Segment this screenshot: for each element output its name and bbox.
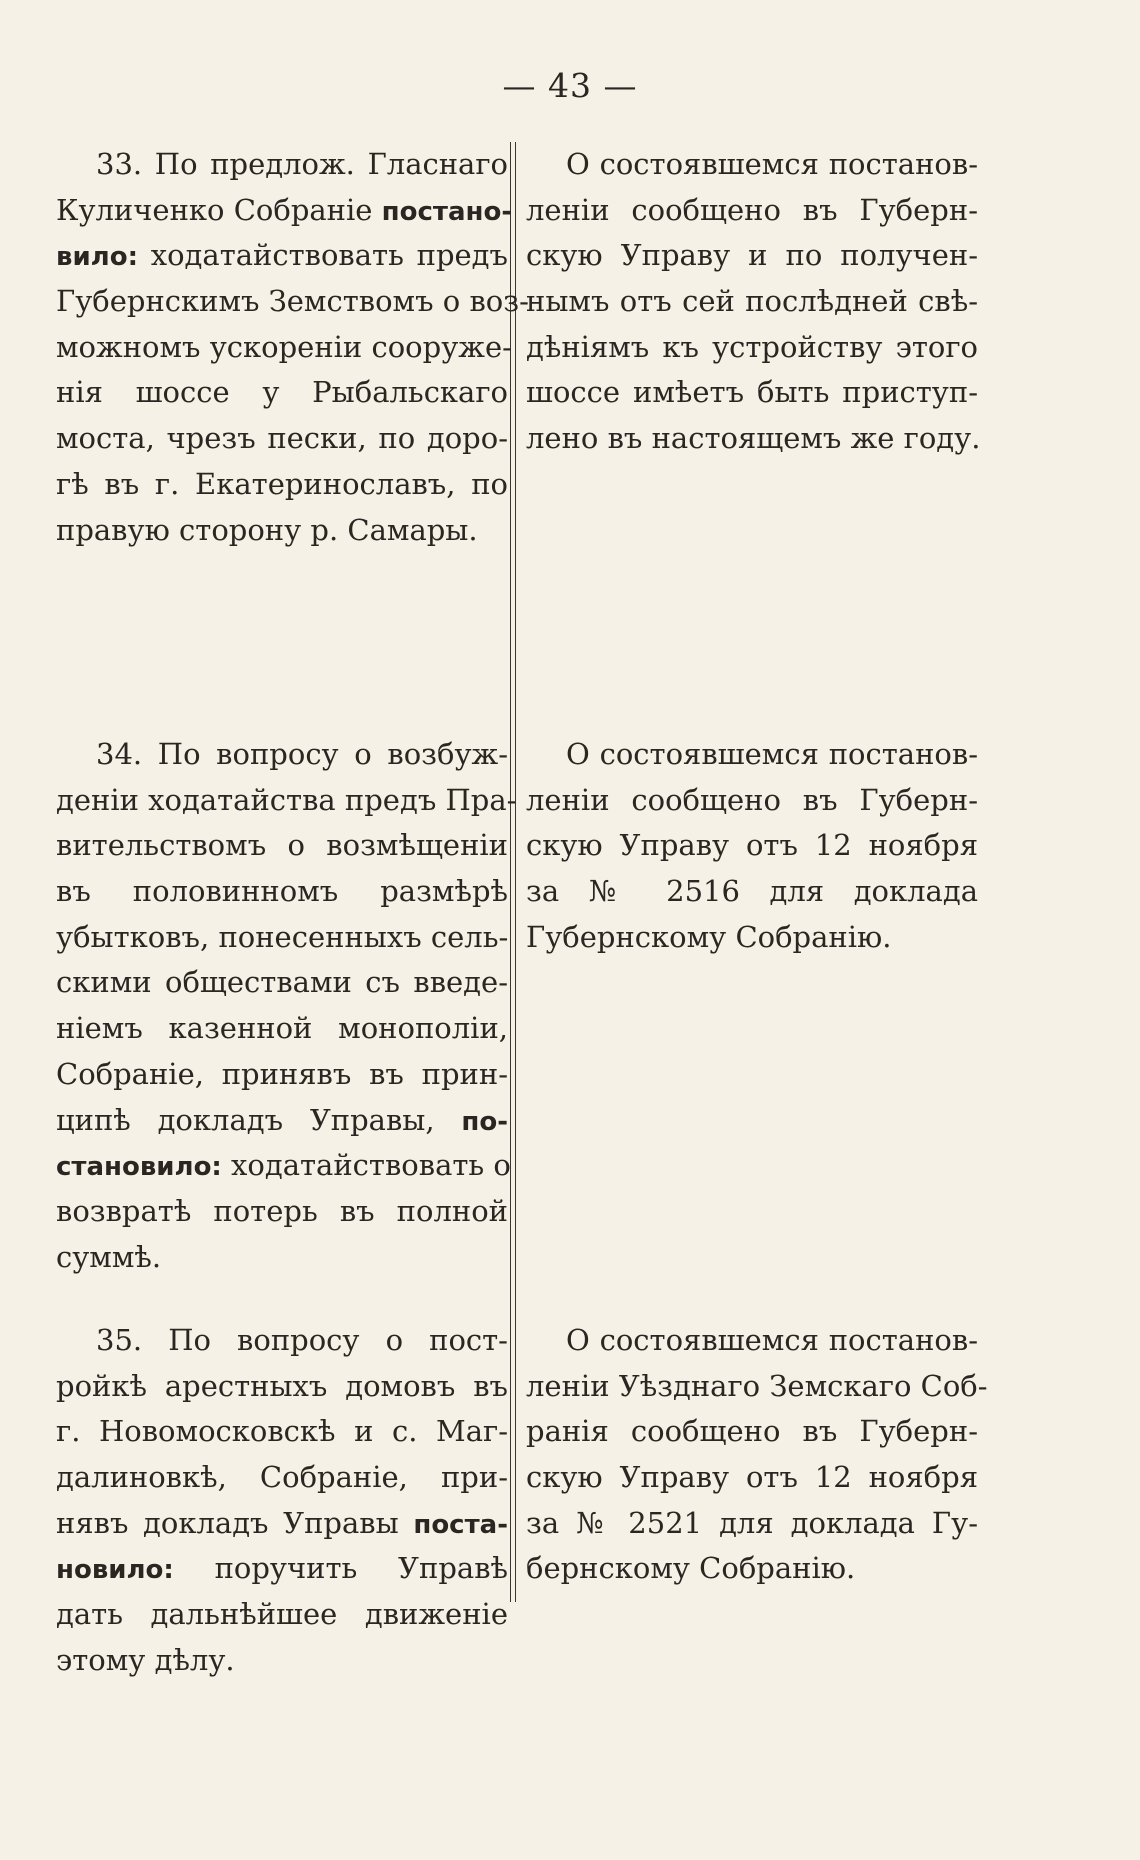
text-line: Губернскимъ Земствомъ о воз- bbox=[56, 284, 529, 319]
outcome-note-35 bbox=[526, 1318, 988, 1592]
resolution-keyword: становило: bbox=[56, 1152, 222, 1183]
text-line: скую Управу отъ 12 ноября bbox=[526, 1460, 978, 1495]
text-line: за № 2516 для доклада bbox=[526, 874, 978, 909]
text-line: дѣніямъ къ устройству этого bbox=[526, 329, 978, 364]
text-line: ципѣ докладъ Управы, по- bbox=[56, 1102, 508, 1137]
text-line: леніи Уѣзднаго Земскаго Соб- bbox=[526, 1368, 988, 1403]
resolution-entry-33 bbox=[56, 142, 529, 553]
text-line: правую сторону р. Самары. bbox=[56, 512, 478, 547]
text-line: скую Управу отъ 12 ноября bbox=[526, 828, 978, 863]
text-line: 33. По предлож. Гласнаго bbox=[96, 147, 508, 181]
text-line: новило: поручить Управѣ bbox=[56, 1551, 509, 1586]
resolution-entry-34 bbox=[56, 732, 517, 1280]
text-line: далиновкѣ, Собраніе, при- bbox=[56, 1460, 508, 1495]
text-line: нія шоссе у Рыбальскаго bbox=[56, 375, 508, 410]
resolution-keyword: по- bbox=[461, 1106, 508, 1137]
text-line: дать дальнѣйшее движеніе bbox=[56, 1597, 508, 1632]
text-line: лено въ настоящемъ же году. bbox=[526, 421, 981, 456]
resolution-keyword: постано- bbox=[381, 196, 513, 227]
resolution-keyword: поста- bbox=[413, 1509, 509, 1540]
text-line: нявъ докладъ Управы поста- bbox=[56, 1505, 509, 1540]
text-line: можномъ ускореніи сооруже- bbox=[56, 329, 512, 364]
text-line: становило: ходатайствовать о bbox=[56, 1148, 511, 1183]
resolution-entry-35 bbox=[56, 1318, 508, 1684]
page-number: — 43 — bbox=[502, 66, 638, 105]
text-line: 35. По вопросу о пост- bbox=[96, 1323, 508, 1357]
text-line: скими обществами съ введе- bbox=[56, 965, 508, 1000]
text-line: въ половинномъ размѣрѣ bbox=[56, 874, 508, 909]
text-line: деніи ходатайства предъ Пра- bbox=[56, 782, 517, 817]
text-line: вило: ходатайствовать предъ bbox=[56, 238, 508, 273]
text-line: возвратѣ потерь въ полной bbox=[56, 1193, 508, 1228]
text-line: г. Новомосковскѣ и с. Маг- bbox=[56, 1414, 508, 1449]
text-line: ніемъ казенной монополіи, bbox=[56, 1011, 508, 1046]
outcome-note-34 bbox=[526, 732, 978, 960]
resolution-keyword: вило: bbox=[56, 242, 138, 273]
text-line: суммѣ. bbox=[56, 1239, 162, 1274]
text-line: леніи сообщено въ Губерн- bbox=[526, 782, 978, 817]
text-line: нымъ отъ сей послѣдней свѣ- bbox=[526, 284, 978, 319]
text-line: леніи сообщено въ Губерн- bbox=[526, 192, 978, 227]
outcome-note-33 bbox=[526, 142, 981, 462]
text-line: О состоявшемся постанов- bbox=[566, 1323, 978, 1357]
text-line: ройкѣ арестныхъ домовъ въ bbox=[56, 1368, 508, 1403]
text-line: Губернскому Собранію. bbox=[526, 919, 892, 954]
text-line: шоссе имѣетъ быть приступ- bbox=[526, 375, 978, 410]
text-line: ранія сообщено въ Губерн- bbox=[526, 1414, 978, 1449]
text-line: О состоявшемся постанов- bbox=[566, 147, 978, 181]
text-line: гѣ въ г. Екатеринославъ, по bbox=[56, 466, 508, 501]
resolution-keyword: новило: bbox=[56, 1555, 174, 1586]
text-line: бернскому Собранію. bbox=[526, 1551, 856, 1586]
text-line: убытковъ, понесенныхъ сель- bbox=[56, 919, 509, 954]
text-line: О состоявшемся постанов- bbox=[566, 737, 978, 771]
text-line: моста, чрезъ пески, по доро- bbox=[56, 421, 508, 456]
text-line: за № 2521 для доклада Гу- bbox=[526, 1505, 978, 1540]
text-line: скую Управу и по получен- bbox=[526, 238, 978, 273]
text-line: вительствомъ о возмѣщеніи bbox=[56, 828, 508, 863]
column-divider-line bbox=[515, 142, 516, 1602]
text-line: Куличенко Собраніе постано- bbox=[56, 192, 513, 227]
text-line: этому дѣлу. bbox=[56, 1642, 235, 1677]
text-line: Собраніе, принявъ въ прин- bbox=[56, 1056, 508, 1091]
text-line: 34. По вопросу о возбуж- bbox=[96, 737, 508, 771]
